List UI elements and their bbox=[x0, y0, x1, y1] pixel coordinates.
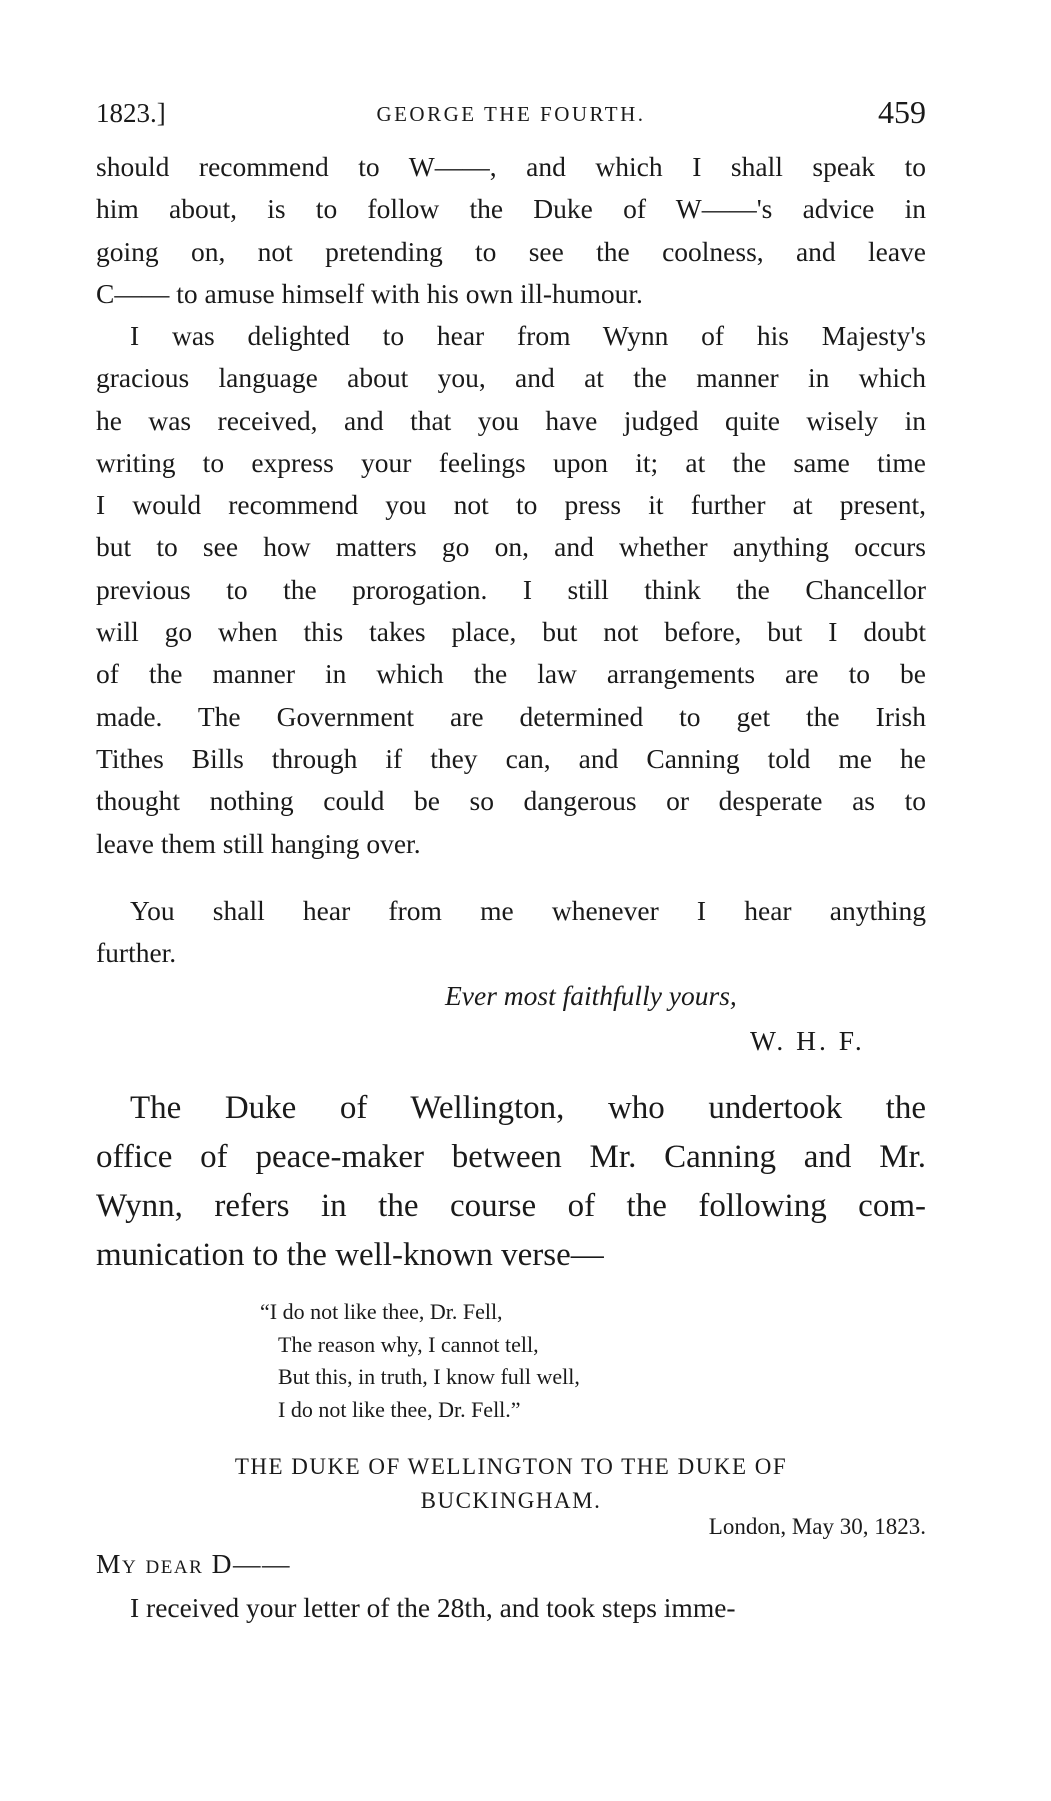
text-line: I would recommend you not to press it further at present, bbox=[96, 489, 926, 521]
text-line: previous to the prorogation. I still think the Chancellor bbox=[96, 573, 926, 605]
letter-heading-line: THE DUKE OF WELLINGTON TO THE DUKE OF bbox=[234, 1454, 788, 1479]
text-line: writing to express your feelings upon it; at the same time bbox=[96, 446, 926, 478]
letter-heading bbox=[96, 1450, 926, 1518]
intro-line: office of peace-maker between Mr. Canning and Mr. bbox=[96, 1139, 926, 1175]
text-line: I was delighted to hear from Wynn of his Majesty's bbox=[130, 320, 926, 351]
intro-line: The Duke of Wellington, who undertook the bbox=[130, 1090, 926, 1126]
intro-line: Wynn, refers in the course of the following com- bbox=[96, 1188, 926, 1224]
page-header bbox=[96, 94, 926, 138]
text-line: will go when this takes place, but not before, but I doubt bbox=[96, 616, 926, 648]
text-line: gracious language about you, and at the manner in which bbox=[96, 362, 926, 394]
text-line: of the manner in which the law arrangements are to be bbox=[96, 658, 926, 690]
text-line: he was received, and that you have judged quite wisely in bbox=[96, 404, 926, 436]
paragraph-further bbox=[96, 890, 926, 975]
text-line: Tithes Bills through if they can, and Canning told me he bbox=[96, 742, 926, 774]
text-line: C—— to amuse himself with his own ill-humour. bbox=[96, 277, 643, 309]
intro-line: munication to the well-known verse— bbox=[96, 1237, 604, 1273]
paragraph-majesty bbox=[96, 315, 926, 865]
letter-heading-line: BUCKINGHAM. bbox=[420, 1488, 602, 1513]
text-line: him about, is to follow the Duke of W——'s advice in bbox=[96, 193, 926, 225]
quoted-verse bbox=[260, 1296, 580, 1426]
paragraph-continued bbox=[96, 146, 926, 315]
text-line: should recommend to W——, and which I shall speak to bbox=[96, 151, 926, 182]
verse-line: The reason why, I cannot tell, bbox=[278, 1331, 539, 1357]
text-line: further. bbox=[96, 937, 177, 969]
letter-dateline: London, May 30, 1823. bbox=[708, 1514, 926, 1539]
text-line: going on, not pretending to see the coolness, and leave bbox=[96, 235, 926, 267]
editorial-introduction bbox=[96, 1084, 926, 1280]
text-line: You shall hear from me whenever I hear anything bbox=[130, 895, 926, 926]
valediction: Ever most faithfully yours, bbox=[445, 980, 737, 1011]
text-line: but to see how matters go on, and whether anything occurs bbox=[96, 531, 926, 563]
verse-line: “I do not like thee, Dr. Fell, bbox=[260, 1299, 503, 1324]
running-title: GEORGE THE FOURTH. bbox=[376, 102, 646, 126]
text-line: thought nothing could be so dangerous or desperate as to bbox=[96, 785, 926, 817]
page-number: 459 bbox=[878, 94, 926, 130]
text-line: I received your letter of the 28th, and took steps imme- bbox=[130, 1592, 736, 1623]
letter-salutation: My dear D—— bbox=[96, 1548, 292, 1579]
text-line: made. The Government are determined to get the Irish bbox=[96, 700, 926, 732]
header-year: 1823.] bbox=[96, 98, 166, 128]
text-line: leave them still hanging over. bbox=[96, 827, 421, 859]
verse-line: I do not like thee, Dr. Fell.” bbox=[278, 1396, 521, 1422]
verse-line: But this, in truth, I know full well, bbox=[278, 1364, 580, 1389]
signature: W. H. F. bbox=[750, 1025, 865, 1056]
letter-body bbox=[96, 1592, 926, 1634]
